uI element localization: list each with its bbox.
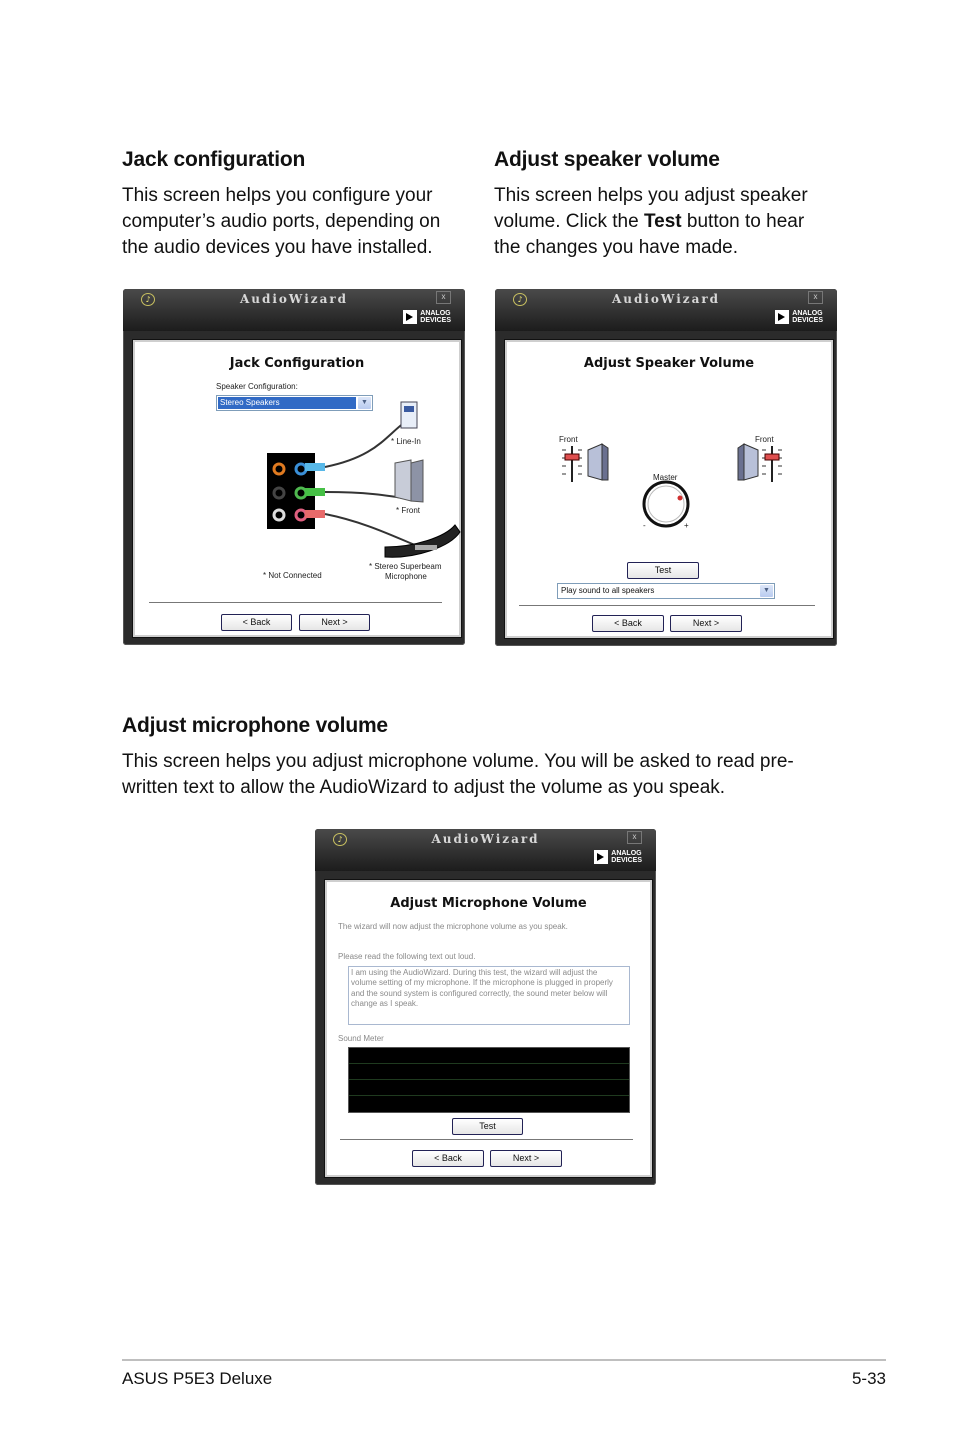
sound-meter-label: Sound Meter bbox=[338, 1034, 384, 1043]
front-left-label: Front bbox=[559, 435, 578, 444]
front-right-label: Front bbox=[755, 435, 774, 444]
speaker-desc-line: This screen helps you adjust speaker bbox=[494, 185, 808, 206]
analog-devices-logo: ANALOG DEVICES bbox=[594, 848, 642, 866]
test-button[interactable]: Test bbox=[452, 1118, 523, 1135]
jack-desc-line: the audio devices you have installed. bbox=[122, 237, 433, 258]
sound-meter bbox=[348, 1047, 630, 1113]
chevron-down-icon[interactable]: ▼ bbox=[760, 585, 773, 597]
mic-volume-heading: Adjust microphone volume bbox=[122, 714, 388, 737]
read-text-line: volume setting of my microphone. If the microphone is plugged in properly bbox=[351, 978, 613, 987]
back-button[interactable]: < Back bbox=[592, 615, 664, 632]
app-icon: ♪ bbox=[141, 293, 155, 306]
speaker-volume-heading: Adjust speaker volume bbox=[494, 148, 720, 171]
app-icon: ♪ bbox=[333, 833, 347, 846]
mic-intro-text: The wizard will now adjust the microphone volume as you speak. bbox=[338, 922, 568, 931]
test-emphasis: Test bbox=[643, 211, 682, 232]
footer-page-number: 5-33 bbox=[851, 1369, 886, 1388]
front-left-slider[interactable] bbox=[562, 446, 582, 482]
analog-devices-logo: ANALOG DEVICES bbox=[403, 308, 451, 326]
speaker-desc-line: volume. Click the Test button to hear bbox=[494, 211, 805, 232]
read-aloud-label: Please read the following text out loud. bbox=[338, 952, 476, 961]
mic-desc-line: written text to allow the AudioWizard to adjust the volume as you speak. bbox=[122, 777, 726, 798]
close-button[interactable]: x bbox=[627, 831, 642, 844]
analog-devices-logo-icon bbox=[403, 310, 417, 324]
minus-label: - bbox=[643, 521, 646, 530]
close-button[interactable]: x bbox=[436, 291, 451, 304]
master-volume-knob[interactable] bbox=[644, 482, 688, 526]
jack-diagram bbox=[265, 397, 465, 587]
jack-config-heading: Jack configuration bbox=[122, 148, 306, 171]
window-title: AudioWizard bbox=[611, 292, 721, 306]
analog-devices-logo-icon bbox=[594, 850, 608, 864]
speaker-config-label: Speaker Configuration: bbox=[216, 382, 298, 391]
window-titlebar bbox=[123, 289, 465, 331]
pink-plug bbox=[305, 510, 325, 518]
speaker-controls bbox=[552, 442, 792, 532]
wizard-panel bbox=[325, 880, 652, 1177]
master-label: Master bbox=[653, 473, 678, 482]
wizard-panel bbox=[133, 340, 461, 637]
analog-devices-logo: ANALOG DEVICES bbox=[775, 308, 823, 326]
line-in-label: * Line-In bbox=[391, 437, 421, 446]
next-button[interactable]: Next > bbox=[299, 614, 370, 631]
panel-title: Adjust Microphone Volume bbox=[390, 896, 587, 911]
speaker-desc-line: the changes you have made. bbox=[494, 237, 739, 258]
next-button[interactable]: Next > bbox=[490, 1150, 562, 1167]
back-button[interactable]: < Back bbox=[412, 1150, 484, 1167]
read-text-line: change as I speak. bbox=[351, 999, 419, 1008]
speaker-icon bbox=[395, 460, 411, 501]
speaker-config-select[interactable]: Stereo Speakers ▼ bbox=[216, 395, 373, 411]
mic-label: * Stereo Superbeam bbox=[369, 562, 442, 571]
next-button[interactable]: Next > bbox=[670, 615, 742, 632]
back-button[interactable]: < Back bbox=[221, 614, 292, 631]
front-left-speaker-icon bbox=[588, 444, 608, 480]
green-plug bbox=[305, 488, 325, 496]
jack-desc-line: computer’s audio ports, depending on bbox=[122, 211, 441, 232]
window-title: AudioWizard bbox=[431, 832, 540, 846]
jack-desc-line: This screen helps you configure your bbox=[122, 185, 433, 206]
panel-title: Jack Configuration bbox=[229, 356, 365, 371]
read-text-line: and the sound system is configured correctly, the sound meter below will bbox=[351, 989, 608, 998]
front-label: * Front bbox=[396, 506, 421, 515]
app-icon: ♪ bbox=[513, 293, 527, 306]
speaker-volume-description bbox=[494, 183, 808, 261]
window-titlebar bbox=[495, 289, 837, 331]
jack-config-window bbox=[123, 289, 465, 645]
front-right-speaker-icon bbox=[738, 444, 758, 480]
wizard-panel bbox=[505, 340, 833, 638]
footer-product-name: ASUS P5E3 Deluxe bbox=[122, 1369, 273, 1388]
chevron-down-icon[interactable]: ▼ bbox=[358, 397, 371, 409]
blue-plug bbox=[305, 463, 325, 471]
window-titlebar bbox=[315, 829, 656, 871]
jack-config-description bbox=[122, 183, 440, 261]
read-text-line: I am using the AudioWizard. During this test, the wizard will adjust the bbox=[351, 968, 598, 977]
close-button[interactable]: x bbox=[808, 291, 823, 304]
mic-volume-description bbox=[122, 749, 842, 801]
separator bbox=[149, 602, 442, 604]
mic-volume-window bbox=[315, 829, 656, 1185]
mic-label-2: Microphone bbox=[385, 572, 427, 581]
play-sound-select[interactable]: Play sound to all speakers ▼ bbox=[557, 583, 775, 599]
test-button[interactable]: Test bbox=[627, 562, 699, 579]
plus-label: + bbox=[684, 521, 689, 530]
speaker-volume-window bbox=[495, 289, 837, 646]
microphone-icon bbox=[385, 525, 460, 557]
analog-devices-logo-icon bbox=[775, 310, 789, 324]
separator bbox=[519, 605, 815, 607]
panel-title: Adjust Speaker Volume bbox=[583, 356, 755, 371]
line-in-device-icon bbox=[401, 402, 417, 428]
read-text-box[interactable] bbox=[348, 966, 630, 1025]
footer-rule bbox=[122, 1359, 886, 1361]
mic-desc-line: This screen helps you adjust microphone volume. You will be asked to read pre- bbox=[122, 751, 794, 772]
window-title: AudioWizard bbox=[239, 292, 349, 306]
not-connected-label: * Not Connected bbox=[263, 571, 322, 580]
front-right-slider[interactable] bbox=[762, 446, 782, 482]
separator bbox=[340, 1139, 633, 1141]
